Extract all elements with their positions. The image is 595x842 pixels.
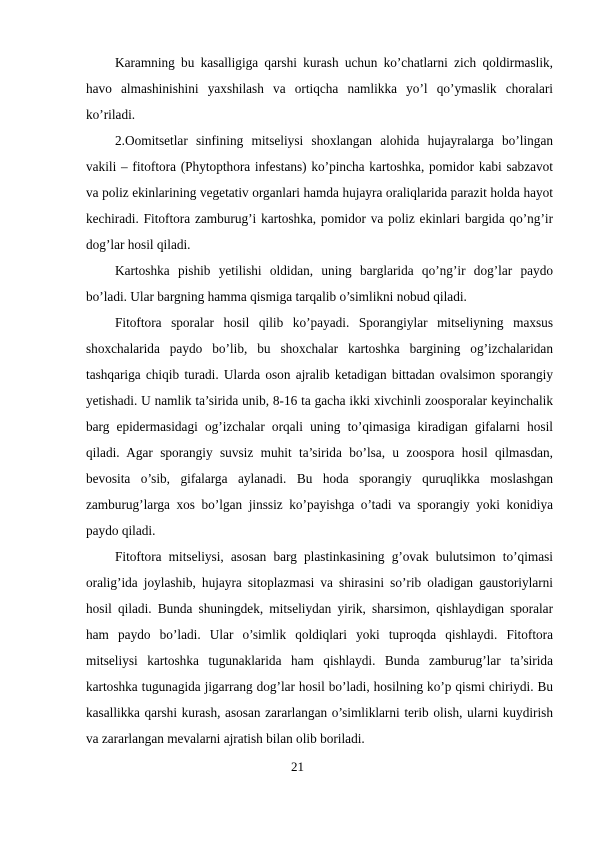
- paragraph-4: Fitoftora sporalar hosil qilib ko’payadi. Sporangiylar mitseliyning maxsus shoxchalarida paydo bo’lib, bu shoxchalar kartoshka bargining og’izchalaridan tashqariga chiqib turadi. Ularda oson ajralib ketadigan bittadan ovalsimon sporangiy yetishadi. U namlik ta’sirida unib, 8-16 ta gacha ikki xivchinli zoosporalar keyinchalik barg epidermasidagi og’izchalar orqali uning to’qimasiga kiradigan gifalarni hosil qiladi. Agar sporangiy suvsiz muhit ta’sirida bo’lsa, u zoospora hosil qilmasdan, bevosita o’sib, gifalarga aylanadi. Bu hoda sporangiy quruqlikka moslashgan zamburug’larga xos bo’lgan jinssiz ko’payishga o’tadi va sporangiy yoki konidiya paydo qiladi.: [86, 315, 553, 538]
- paragraph-1: Karamning bu kasalligiga qarshi kurash uchun ko’chatlarni zich qoldirmaslik, havo almashinishini yaxshilash va ortiqcha namlikka yo’l qo’ymaslik choralari ko’riladi.: [86, 55, 553, 122]
- paragraph-2: 2.Oomitsetlar sinfining mitseliysi shoxlangan alohida hujayralarga bo’lingan vakili – fitoftora (Phytopthora infestans) ko’pincha kartoshka, pomidor kabi sabzavot va poliz ekinlarining vegetativ organlari hamda hujayra oraliqlarida parazit holda hayot kechiradi. Fitoftora zamburug’i kartoshka, pomidor va poliz ekinlari bargida qo’ng’ir dog’lar hosil qiladi.: [86, 133, 553, 252]
- paragraph-5: Fitoftora mitseliysi, asosan barg plastinkasining g’ovak bulutsimon to’qimasi oralig’ida joylashib, hujayra sitoplazmasi va shirasini so’rib oladigan gaustoriylarni hosil qiladi. Bunda shuningdek, mitseliydan yirik, sharsimon, qishlaydigan sporalar ham paydo bo’ladi. Ular o’simlik qoldiqlari yoki tuproqda qishlaydi. Fitoftora mitseliysi kartoshka tugunaklarida ham qishlaydi. Bunda zamburug’lar ta’sirida kartoshka tugunagida jigarrang dog’lar hosil bo’ladi, hosilning ko’p qismi chiriydi. Bu kasallikka qarshi kurash, asosan zararlangan o’simliklarni terib olish, ularni kuydirish va zararlangan mevalarni ajratish bilan olib boriladi.: [86, 549, 553, 746]
- paragraph-3: Kartoshka pishib yetilishi oldidan, uning barglarida qo’ng’ir dog’lar paydo bo’ladi. Ular bargning hamma qismiga tarqalib o’simlikni nobud qiladi.: [86, 263, 553, 304]
- page-number: 21: [291, 759, 304, 774]
- document-page: [86, 50, 553, 752]
